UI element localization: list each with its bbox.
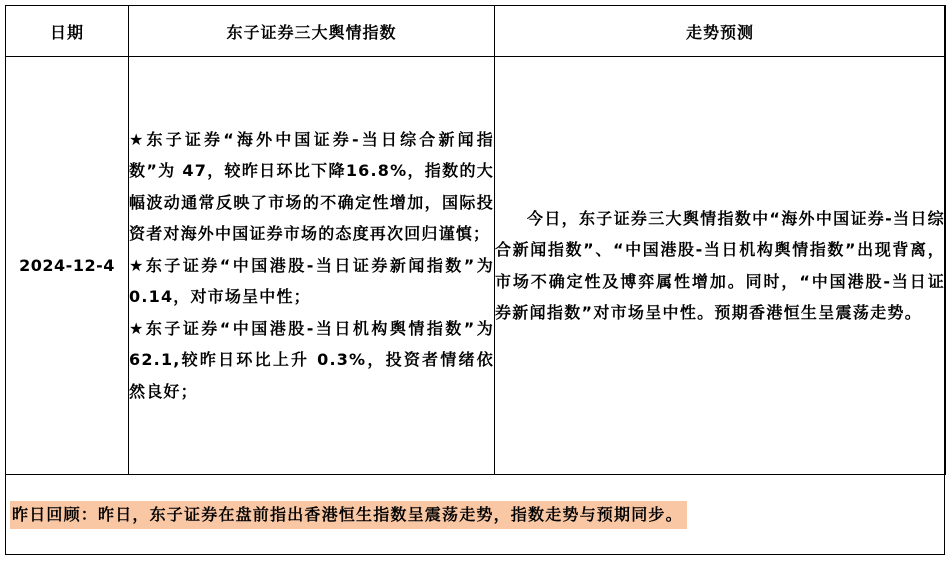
header-index: 东子证券三大舆情指数: [129, 6, 495, 57]
yesterday-review: 昨日回顾：昨日，东子证券在盘前指出香港恒生指数呈震荡走势，指数走势与预期同步。: [10, 501, 687, 529]
index-item-text: 东子证券“中国港股-当日证券新闻指数”为 0.14，对市场呈中性；: [129, 255, 494, 307]
date-cell: 2024-12-4: [6, 57, 129, 475]
index-item-hk-institution: [129, 313, 494, 408]
trend-cell: [495, 57, 946, 475]
star-icon: ★: [129, 318, 146, 338]
header-date: 日期: [6, 6, 129, 57]
trend-prediction-text: 今日，东子证券三大舆情指数中“海外中国证券-当日综合新闻指数”、“中国港股-当日机构舆情指数”出现背离，市场不确定性及博弈属性增加。同时，“中国港股-当日证券新闻指数”对市场呈中性。预期香港恒生呈震荡走势。: [495, 208, 945, 322]
index-item-hk-news: [129, 250, 494, 313]
star-icon: ★: [129, 255, 146, 275]
index-item-text: 东子证券“海外中国证券-当日综合新闻指数”为 47，较昨日环比下降16.8%，指数的大幅波动通常反映了市场的不确定性增加，国际投资者对海外中国证券市场的态度再次回归谨慎；: [129, 129, 494, 244]
index-cell: [129, 57, 495, 475]
header-trend: 走势预测: [495, 6, 946, 57]
table-row: [6, 57, 946, 475]
sentiment-table: [5, 5, 946, 475]
table-header-row: [6, 6, 946, 57]
star-icon: ★: [129, 129, 147, 149]
index-item-text: 东子证券“中国港股-当日机构舆情指数”为 62.1,较昨日环比上升 0.3%，投资者情绪依然良好；: [129, 318, 494, 401]
index-item-overseas: [129, 124, 494, 250]
